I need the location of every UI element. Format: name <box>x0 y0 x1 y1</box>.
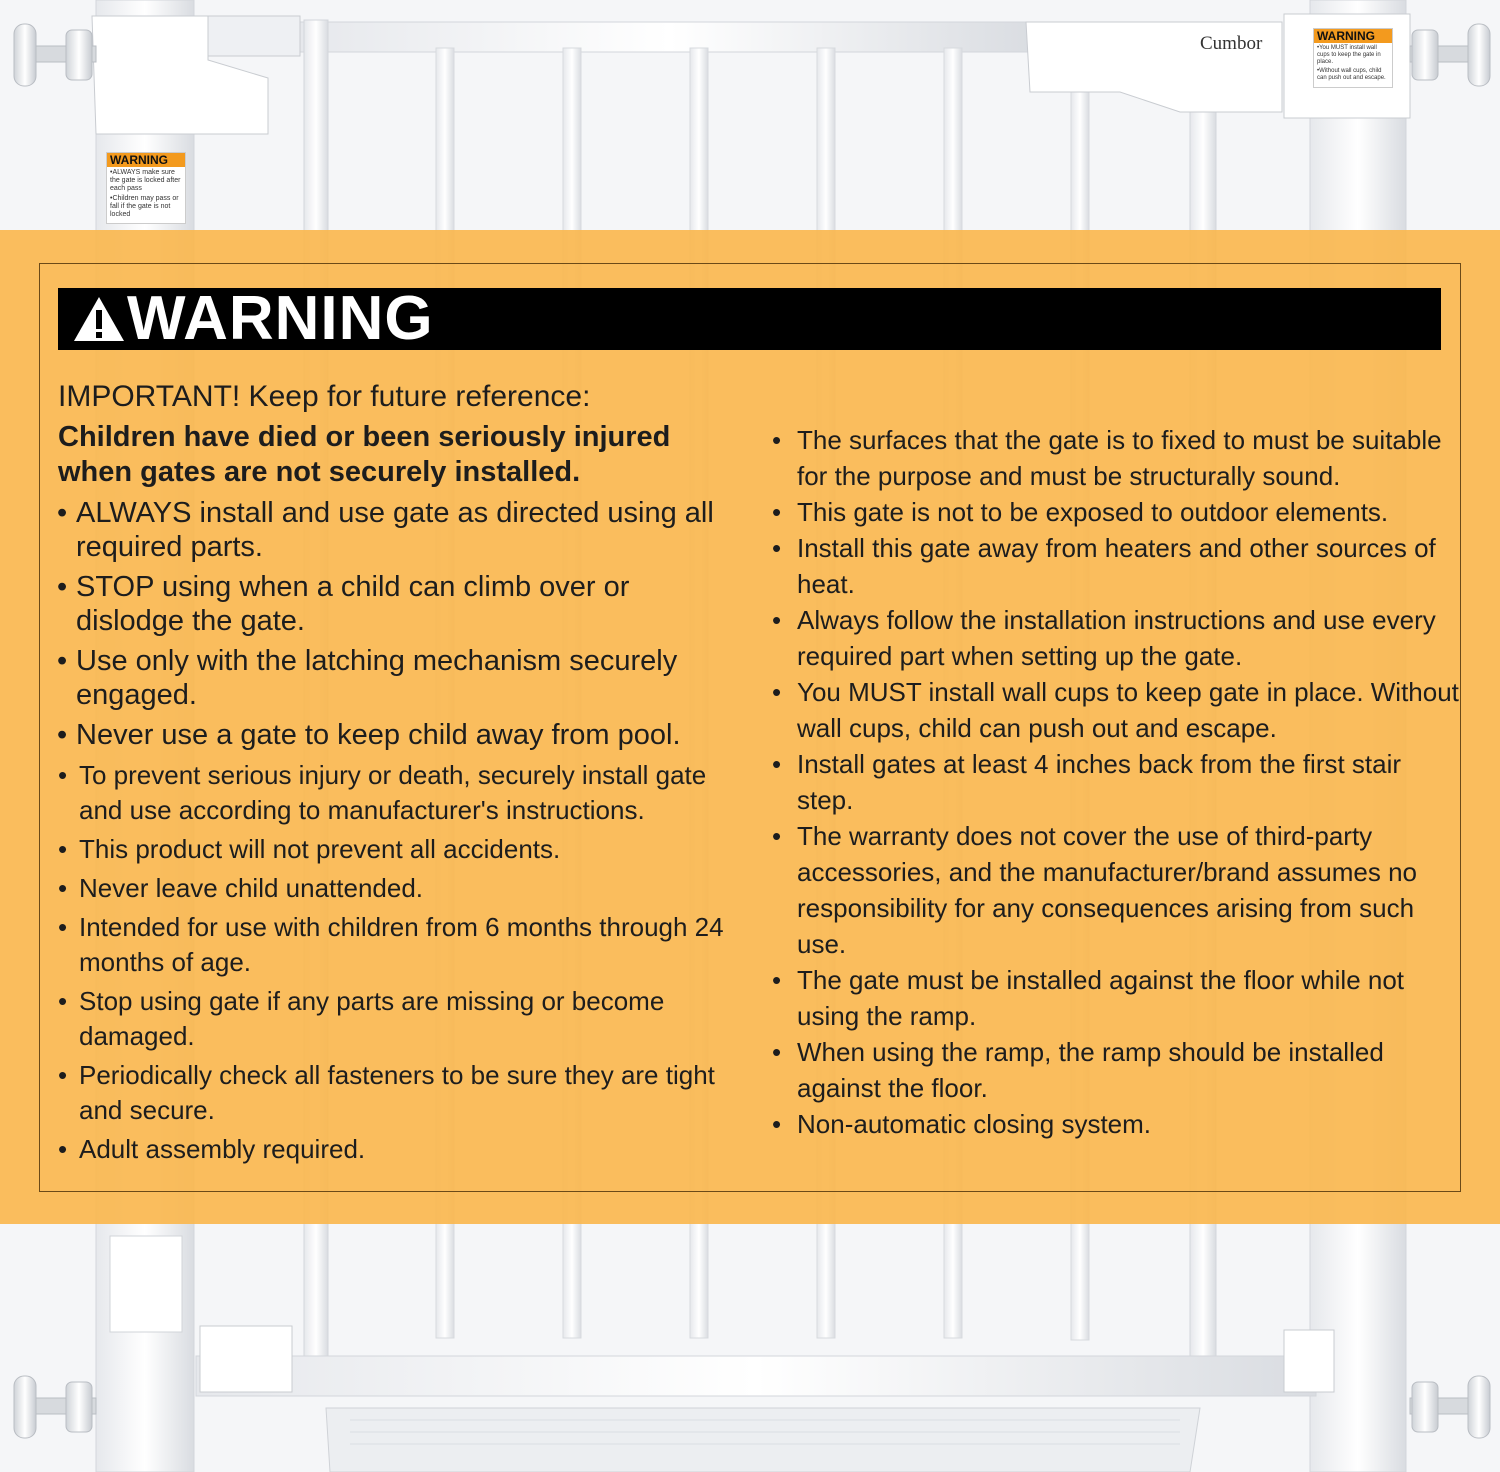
list-item: • This product will not prevent all accidents. <box>58 832 738 867</box>
warning-header <box>58 284 1441 353</box>
list-item: • Never use a gate to keep child away from pool. <box>58 718 738 752</box>
list-item: • When using the ramp, the ramp should be installed against the floor. <box>772 1034 1462 1106</box>
list-item: • Never leave child unattended. <box>58 871 738 906</box>
list-item: • The gate must be installed against the floor while not using the ramp. <box>772 962 1462 1034</box>
sticker-title: WARNING <box>1314 29 1392 43</box>
intro-text: IMPORTANT! Keep for future reference: <box>58 380 591 413</box>
list-item: • Stop using gate if any parts are missing or become damaged. <box>58 984 738 1054</box>
list-item: • The surfaces that the gate is to fixed to must be suitable for the purpose and must be structurally sound. <box>772 422 1462 494</box>
sticker-title: WARNING <box>107 153 185 167</box>
list-item: • Install gates at least 4 inches back from the first stair step. <box>772 746 1462 818</box>
list-item: • Non-automatic closing system. <box>772 1106 1462 1142</box>
list-item: • Adult assembly required. <box>58 1132 738 1167</box>
list-item: • You MUST install wall cups to keep gate in place. Without wall cups, child can push out and escape. <box>772 674 1462 746</box>
warning-left-column <box>58 378 738 1171</box>
right-warning-list <box>772 422 1462 1142</box>
secondary-warning-list <box>58 758 738 1167</box>
emphasis-line: when gates are not securely installed. <box>58 456 581 488</box>
primary-warning-list <box>58 496 738 752</box>
list-item: • Install this gate away from heaters and other sources of heat. <box>772 530 1462 602</box>
sticker-line: •You MUST install wall cups to keep the gate in place. <box>1317 45 1381 65</box>
list-item: • Periodically check all fasteners to be sure they are tight and secure. <box>58 1058 738 1128</box>
list-item: • This gate is not to be exposed to outdoor elements. <box>772 494 1462 530</box>
emphasis-line: Children have died or been seriously injured <box>58 421 671 453</box>
gate-warning-sticker-left <box>106 152 186 224</box>
emphasis-text <box>58 420 738 490</box>
list-item: • Use only with the latching mechanism securely engaged. <box>58 644 738 712</box>
list-item: • To prevent serious injury or death, securely install gate and use according to manufacturer's instructions. <box>58 758 738 828</box>
gate-warning-sticker-right <box>1313 28 1393 88</box>
sticker-line: •ALWAYS make sure the gate is locked after each pass <box>110 169 181 192</box>
sticker-line: •Children may pass or fall if the gate is not locked <box>110 195 179 218</box>
warning-triangle-icon <box>72 295 126 343</box>
list-item: • Intended for use with children from 6 months through 24 months of age. <box>58 910 738 980</box>
list-item: • STOP using when a child can climb over or dislodge the gate. <box>58 570 738 638</box>
brand-logo: Cumbor <box>1200 33 1263 54</box>
warning-title: WARNING <box>127 284 434 353</box>
list-item: • ALWAYS install and use gate as directed using all required parts. <box>58 496 738 564</box>
list-item: • Always follow the installation instructions and use every required part when setting up the gate. <box>772 602 1462 674</box>
list-item: • The warranty does not cover the use of third-party accessories, and the manufacturer/brand assumes no responsibility for any consequences arising from such use. <box>772 818 1462 962</box>
warning-right-column <box>772 422 1462 1142</box>
sticker-line: •Without wall cups, child can push out and escape. <box>1317 68 1386 81</box>
